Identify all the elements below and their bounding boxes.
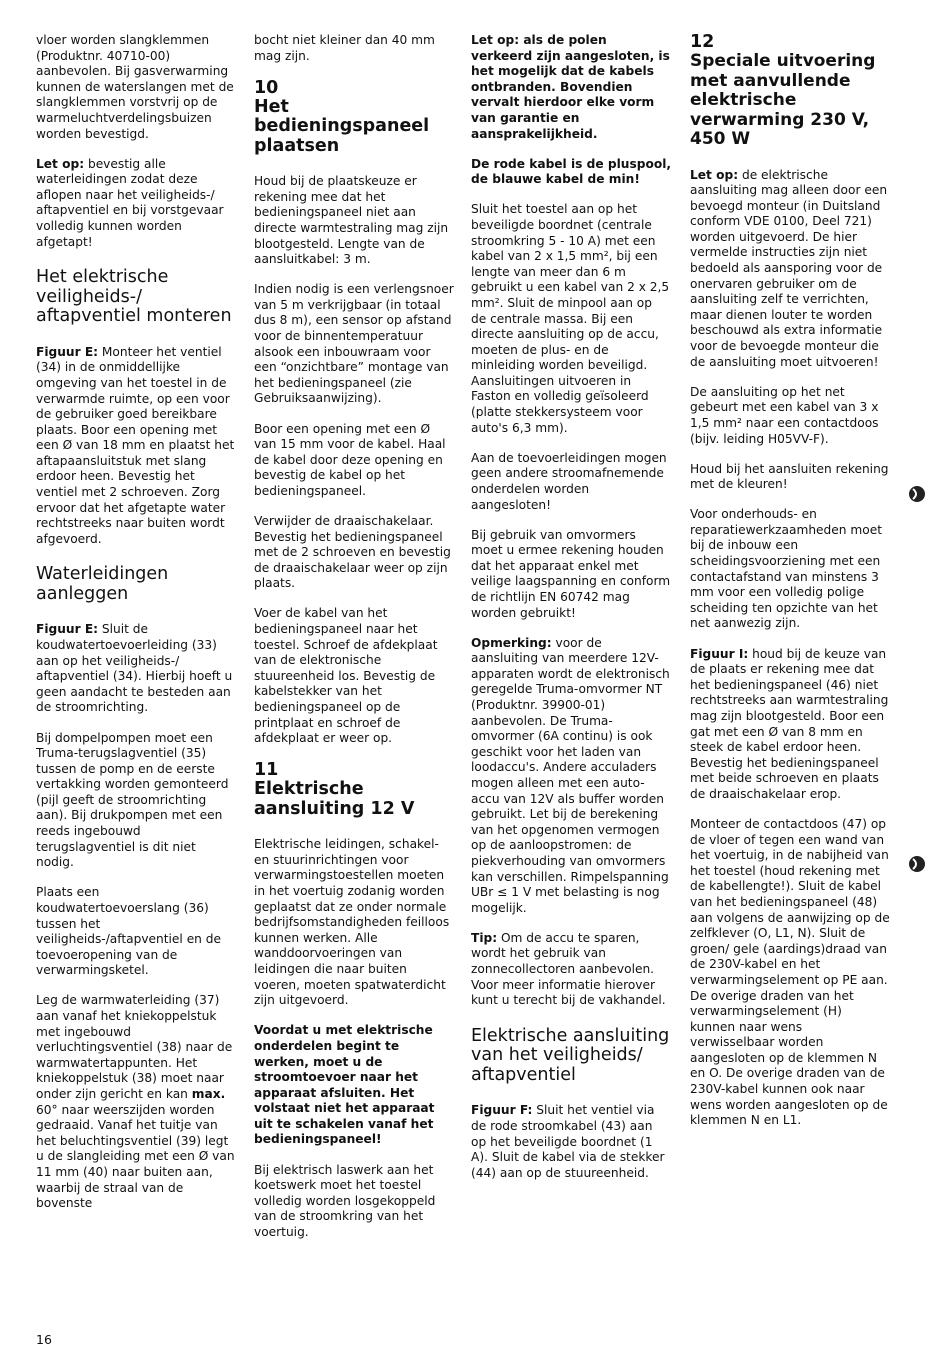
section-number: 10 xyxy=(254,77,279,98)
paragraph xyxy=(36,622,236,716)
paragraph xyxy=(690,647,890,803)
paragraph: Elektrische leidingen, schakel- en stuurinrichtingen voor verwarmingstoestellen moeten in het voertuig zodanig worden geplaatst dat ze onder normale bedrijfsomstandigheden feilloos kunnen werken. Alle wanddoorvoeringen van leidingen die naar buiten voeren, moeten spatwaterdicht zijn uitgevoerd. xyxy=(254,837,450,1008)
paragraph: vloer worden slangklemmen (Produktnr. 40710-00) aanbevolen. Bij gasverwarming kunnen de waterslangen met de slangklemmen vorstvrij op de warmeluchtverdelingsbuizen worden bevestigd. xyxy=(36,33,234,141)
paragraph: Indien nodig is een verlengsnoer van 5 m verkrijgbaar (in totaal dus 8 m), een sensor op afstand voor de binnentemperatuur alsook een inbouwraam voor een “onzichtbare” montage van het bedieningspaneel (zie Gebruiksaanwijzing). xyxy=(254,282,454,406)
section-title: Elektrische aansluiting 12 V xyxy=(254,779,415,819)
paragraph xyxy=(36,345,236,548)
paragraph: Bij elektrisch laswerk aan het koetswerk moet het toestel volledig worden losgekoppeld van de stroomkring van het voertuig. xyxy=(254,1162,436,1239)
paragraph: Houd bij het aansluiten rekening met de kleuren! xyxy=(690,461,889,492)
paragraph: bocht niet kleiner dan 40 mm mag zijn. xyxy=(254,33,435,63)
paragraph xyxy=(690,168,890,371)
paragraph: Monteer de contactdoos (47) op de vloer of tegen een wand van het voertuig, in de nabijheid van het toestel (houd rekening met de kabellengte!). Sluit de kabel van het bedieningspaneel (48) aan volgens de aanwijzing op de zelfklever (O, L1, N). Sluit de groen/ gele (aardings)draad van de 230V-kabel en het verwarmingselement op PE aan. De overige draden van het verwarmingselement (H) kunnen naar wens verwisselbaar worden aangesloten op de klemmen N en O. De overige draden van de 230V-kabel kunnen ook naar wens worden aangesloten op de klemmen N en L1. xyxy=(690,816,890,1128)
paragraph xyxy=(471,636,671,917)
paragraph: Plaats een koudwatertoevoerslang (36) tussen het veiligheids-/aftapventiel en de toevoeropening van de verwarmingsketel. xyxy=(36,885,222,978)
paragraph-text: Monteer het ventiel (34) in de onmiddellijke omgeving van het toestel in de verwarmde ruimte, op een voor de gebruiker goed bereikbare plaats. Boor een opening met een Ø van 18 mm en plaatst het aftapaansluitstuk met slang erdoor heen. Bevestig het ventiel met 2 schroeven. Zorg ervoor dat het afgetapte water rechtstreeks naar buiten wordt afgevoerd. xyxy=(36,344,235,546)
margin-marker-icon xyxy=(906,483,928,505)
paragraph: De aansluiting op het net gebeurt met een kabel van 3 x 1,5 mm² naar een contactdoos (bijv. leiding H05VV-F). xyxy=(690,384,879,446)
paragraph-text: 60° naar weerszijden worden gedraaid. Vanaf het tuitje van het beluchtingsventiel (39) legt u de slangleiding met een Ø van 11 mm (40) naar buiten aan, waarbij de straal van de bovenste xyxy=(36,1102,235,1211)
lead-label: Figuur I: xyxy=(690,646,749,661)
paragraph: Voor onderhouds- en reparatiewerkzaamheden moet bij de inbouw een scheidingsvoorziening met een contactafstand van minstens 3 mm voor een volledig polige scheiding ten opzichte van het net aanwezig zijn. xyxy=(690,507,882,631)
paragraph-text: Sluit de koudwatertoevoerleiding (33) aan op het veiligheids-/ aftapventiel (34). Hierbij hoeft u geen aandacht te besteden aan de stroomrichting. xyxy=(36,622,233,715)
paragraph: Verwijder de draaischakelaar. Bevestig het bedieningspaneel met de 2 schroeven en bevestig de draaischakelaar weer op zijn plaats. xyxy=(254,513,451,591)
margin-marker-icon xyxy=(906,853,928,875)
paragraph: Aan de toevoerleidingen mogen geen andere stroomafnemende onderdelen worden aangesloten! xyxy=(471,450,667,512)
lead-label: Let op: xyxy=(36,156,85,171)
paragraph-text: voor de aansluiting van meerdere 12V-apparaten wordt de elektronisch geregelde Truma-omvormer NT (Produktnr. 39900-01) aanbevolen. De Truma-omvormer (6A continu) is ook geschikt voor het laden van loodaccu's. Andere acculaders mogen alleen met een auto-accu van 12V als buffer worden gebruikt. Let bij de berekening van het opgenomen vermogen op de aanloopstromen: de piekverhouding van omvormers kan verschillen. Rimpelspanning UBr ≤ 1 V met belasting is nog mogelijk. xyxy=(471,635,670,915)
paragraph xyxy=(471,1103,671,1181)
warning-paragraph: Let op: als de polen verkeerd zijn aangesloten, is het mogelijk dat de kabels ontbranden. Bovendien vervalt hierdoor elke vorm van garantie en aansprakelijkheid. xyxy=(471,33,670,141)
lead-label: Figuur E: xyxy=(36,344,99,359)
paragraph-text: bevestig alle waterleidingen zodat deze aflopen naar het veiligheids-/ aftapventiel en bij vorstgevaar volledig kunnen worden afgetapt! xyxy=(36,156,224,249)
paragraph: Voer de kabel van het bedieningspaneel naar het toestel. Schroef de afdekplaat van de elektronische stuureenheid los. Bevestig de kabelstekker van het bedieningspaneel op de printplaat en schroef de afdekplaat er weer op. xyxy=(254,606,438,746)
paragraph-text: de elektrische aansluiting mag alleen door een bevoegd monteur (in Duitsland conform VDE 0100, Deel 721) worden uitgevoerd. De hier vermelde instructies zijn niet bedoeld als aansporing voor de onervaren gebruiker om de aansluiting zelf te verrichten, maar dienen louter te worden beschouwd als extra informatie voor de bevoegde monteur die de aansluiting moet uitvoeren! xyxy=(690,167,888,369)
paragraph: Bij gebruik van omvormers moet u ermee rekening houden dat het apparaat enkel met veilige laagspanning en conform de richtlijn EN 60742 mag worden gebruikt! xyxy=(471,527,671,620)
paragraph: Sluit het toestel aan op het beveiligde boordnet (centrale stroomkring 5 - 10 A) met een kabel van 2 x 1,5 mm², bij een lengte van meer dan 6 m gebruikt u een kabel van 2 x 2,5 mm². Sluit de minpool aan op de centrale massa. Bij een directe aansluiting op de accu, moeten de plus- en de minleiding worden beveiligd. Aansluitingen uitvoeren in Faston en volledig geïsoleerd (platte stekkersysteem voor auto's 6,3 mm). xyxy=(471,202,670,435)
lead-label: Figuur E: xyxy=(36,622,99,637)
column-1 xyxy=(36,33,236,1226)
column-3 xyxy=(471,33,671,1196)
paragraph xyxy=(36,993,236,1211)
paragraph xyxy=(471,931,671,1009)
paragraph-text: Sluit het ventiel via de rode stroomkabel (43) aan op het beveiligde boordnet (1 A). Sluit de kabel via de stekker (44) aan op de stuureenheid. xyxy=(471,1103,665,1180)
emphasis: max. xyxy=(191,1086,226,1101)
paragraph xyxy=(36,157,236,251)
numbered-heading xyxy=(254,79,454,157)
section-heading: Waterleidingen aanleggen xyxy=(36,564,169,604)
lead-label: Figuur F: xyxy=(471,1103,533,1118)
section-number: 11 xyxy=(254,760,279,781)
section-number: 12 xyxy=(690,32,715,52)
lead-label: Let op: xyxy=(690,167,739,182)
paragraph: Boor een opening met een Ø van 15 mm voor de kabel. Haal de kabel door deze opening en bevestig de kabel op het bedieningspaneel. xyxy=(254,421,446,498)
paragraph: Bij dompelpompen moet een Truma-terugslagventiel (35) tussen de pomp en de eerste vertakking worden gemonteerd (pijl geeft de stroomrichting aan). Bij drukpompen met een reeds ingebouwd terugslagventiel is dit niet nodig. xyxy=(36,730,229,870)
numbered-heading xyxy=(254,761,454,819)
lead-label: Tip: xyxy=(471,930,498,945)
section-heading: Elektrische aansluiting van het veiligheids/ aftapventiel xyxy=(471,1025,670,1085)
column-4 xyxy=(690,33,890,1143)
section-title: Het bedieningspaneel plaatsen xyxy=(254,96,430,156)
section-heading: Het elektrische veiligheids-/ aftapventiel monteren xyxy=(36,267,232,327)
lead-label: Opmerking: xyxy=(471,635,552,650)
warning-paragraph: De rode kabel is de pluspool, de blauwe kabel de min! xyxy=(471,156,671,187)
paragraph: Houd bij de plaatskeuze er rekening mee dat het bedieningspaneel niet aan directe warmtestraling mag zijn blootgesteld. Lengte van de aansluitkabel: 3 m. xyxy=(254,174,449,267)
warning-paragraph: Voordat u met elektrische onderdelen begint te werken, moet u de stroomtoevoer naar het apparaat afsluiten. Het volstaat niet het apparaat uit te schakelen vanaf het bedieningspaneel! xyxy=(254,1023,435,1147)
column-2 xyxy=(254,33,454,1255)
paragraph-text: Om de accu te sparen, wordt het gebruik van zonnecollectoren aanbevolen. Voor meer informatie hierover kunt u terecht bij de vakhandel. xyxy=(471,930,666,1008)
page-number: 16 xyxy=(36,1332,52,1347)
numbered-heading xyxy=(690,33,890,150)
paragraph-text: houd bij de keuze van de plaats er rekening mee dat het bedieningspaneel (46) niet rechtstreeks aan warmtestraling mag zijn blootgesteld. Boor een gat met een Ø van 8 mm en steek de kabel erdoor heen. Bevestig het bedieningspaneel met beide schroeven en plaats de draaischakelaar erop. xyxy=(690,646,889,801)
paragraph-text: Leg de warmwaterleiding (37) aan vanaf het kniekoppelstuk met ingebouwd verluchtingsventiel (38) naar de warmwatertappunten. Het kniekoppelstuk (38) moet naar onder zijn gericht en kan xyxy=(36,993,233,1101)
section-title: Speciale uitvoering met aanvullende elektrische verwarming 230 V, 450 W xyxy=(690,51,876,149)
